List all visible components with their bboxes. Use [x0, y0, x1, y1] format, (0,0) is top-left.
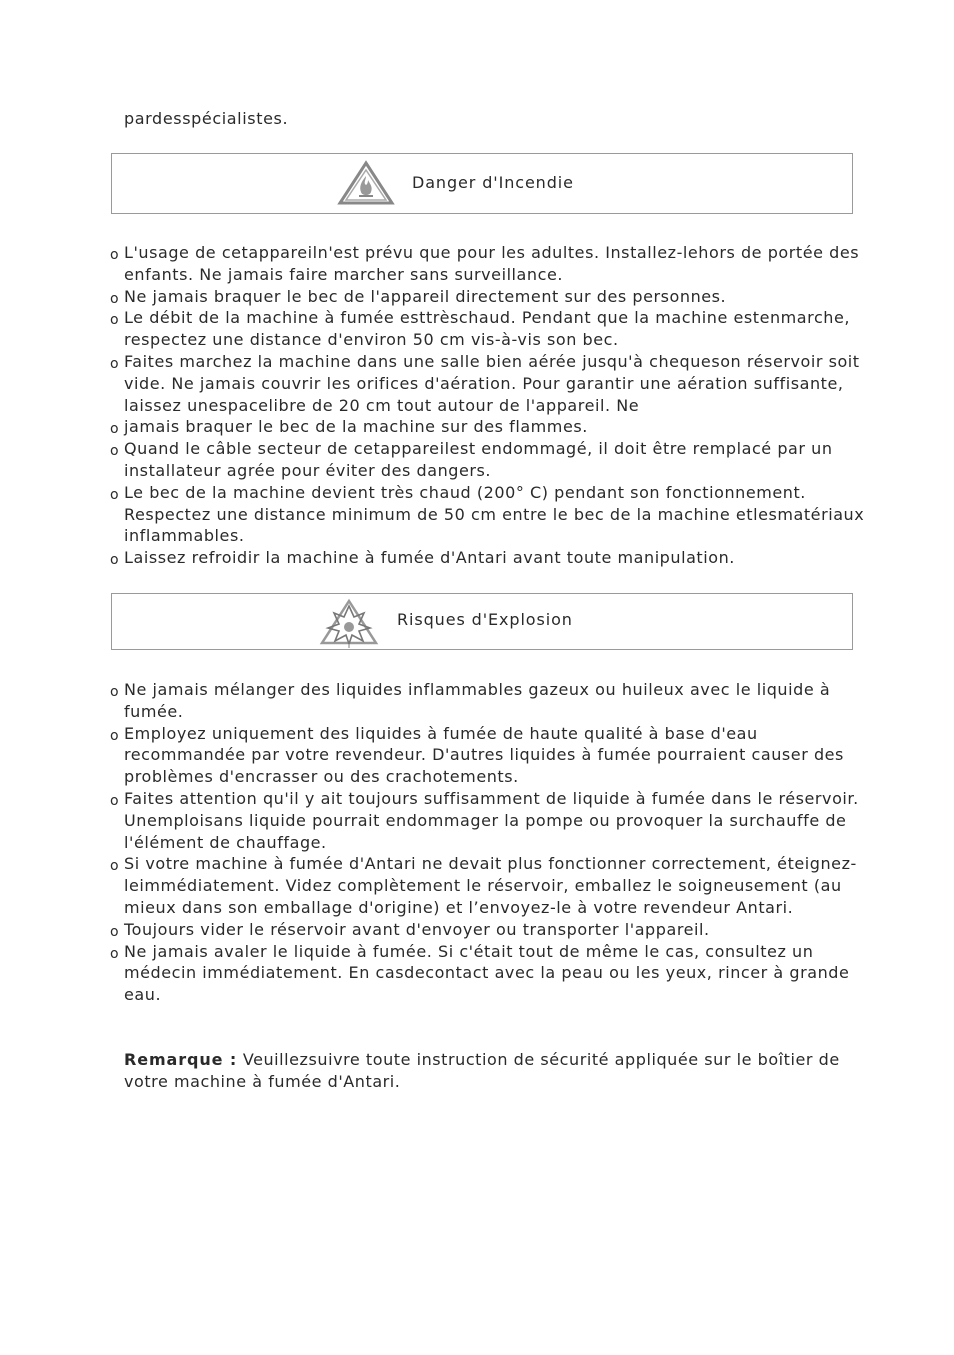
list-item-text: Employez uniquement des liquides à fumée de haute qualité à base d'eau recommandée par votre revendeur. D'autres liquides à fumée pourraient causer des problèmes d'encrasser ou des crachotements. [124, 723, 844, 787]
bullet-symbol: o [110, 684, 120, 700]
list-item-text: Le bec de la machine devient très chaud (200° C) pendant son fonctionnement. Respectez une distance minimum de 50 cm entre le bec de la machine etlesmatériaux inflammables. [124, 482, 865, 546]
explosion-warning-box [111, 593, 853, 650]
fire-warning-box [111, 153, 853, 214]
bullet-symbol: o [110, 552, 120, 569]
list-item-text: jamais braquer le bec de la machine sur des flammes. [124, 417, 588, 437]
list-item [110, 482, 870, 547]
remark-label: Remarque : [124, 1050, 238, 1069]
list-item-text: Si votre machine à fumée d'Antari ne devait plus fonctionner correctement, éteignez-leimmédiatement. Videz complètement le réservoir, emballez le soigneusement (au mieux dans son emballage d'origine) et l’envoyez-le à votre revendeur Antari. [124, 854, 857, 917]
explosion-warning-title: Risques d'Explosion [397, 610, 573, 629]
fire-safety-list [110, 242, 870, 569]
list-item-text: Toujours vider le réservoir avant d'envoyer ou transporter l'appareil. [124, 919, 710, 939]
bullet-symbol: o [110, 792, 120, 809]
bullet-symbol: o [110, 355, 120, 372]
bullet-symbol: o [110, 923, 120, 940]
list-item [110, 941, 870, 1006]
list-item [110, 307, 870, 351]
bullet-symbol: o [110, 727, 120, 744]
bullet-symbol: o [110, 945, 120, 962]
list-item [110, 242, 870, 286]
list-item-text: Le débit de la machine à fumée esttrèschaud. Pendant que la machine estenmarche, respectez une distance d'environ 50 cm vis-à-vis son bec. [124, 308, 851, 350]
fire-warning-triangle-icon [337, 160, 395, 206]
list-item-text: Quand le câble secteur de cetappareilest endommagé, il doit être remplacé par un installateur agrée pour éviter des dangers. [124, 439, 833, 480]
explosion-warning-triangle-icon [319, 597, 379, 649]
intro-text: pardesspécialistes. [124, 109, 289, 128]
remark-note [124, 1049, 844, 1093]
bullet-symbol: o [110, 247, 120, 263]
list-item [110, 679, 870, 723]
list-item [110, 351, 870, 416]
list-item-text: Ne jamais mélanger des liquides inflammables gazeux ou huileux avec le liquide à fumée. [124, 680, 831, 721]
list-item [110, 853, 870, 918]
bullet-symbol: o [110, 290, 120, 307]
list-item [110, 919, 870, 941]
list-item [110, 286, 870, 308]
bullet-symbol: o [110, 421, 120, 438]
list-item [110, 438, 870, 482]
list-item-text: L'usage de cetappareiln'est prévu que pour les adultes. Installez-lehors de portée des enfants. Ne jamais faire marcher sans surveillance. [124, 243, 860, 284]
fire-warning-title: Danger d'Incendie [412, 173, 574, 192]
list-item-text: Laissez refroidir la machine à fumée d'Antari avant toute manipulation. [124, 548, 735, 568]
list-item [110, 547, 870, 569]
list-item-text: Ne jamais braquer le bec de l'appareil directement sur des personnes. [124, 286, 727, 306]
list-item-text: Ne jamais avaler le liquide à fumée. Si c'était tout de même le cas, consultez un médecin immédiatement. En casdecontact avec la peau ou les yeux, rincer à grande eau. [124, 941, 850, 1005]
list-item-text: Faites attention qu'il y ait toujours suffisamment de liquide à fumée dans le réservoir. Unemploisans liquide pourrait endommager la pompe ou provoquer la surchauffe de l'élément de chauffage. [124, 788, 859, 852]
bullet-symbol: o [110, 858, 120, 875]
list-item-text: Faites marchez la machine dans une salle bien aérée jusqu'à chequeson réservoir soit vide. Ne jamais couvrir les orifices d'aération. Pour garantir une aération suffisante, laissez unespacelibre de 20 cm tout autour de l'appareil. Ne [124, 351, 860, 415]
bullet-symbol: o [110, 312, 120, 329]
list-item [110, 416, 870, 438]
bullet-symbol: o [110, 486, 120, 503]
bullet-symbol: o [110, 443, 120, 460]
remark-text: Veuillezsuivre toute instruction de sécurité appliquée sur le boîtier de votre machine à fumée d'Antari. [124, 1050, 840, 1091]
list-item [110, 788, 870, 853]
explosion-safety-list [110, 679, 870, 1006]
list-item [110, 723, 870, 788]
